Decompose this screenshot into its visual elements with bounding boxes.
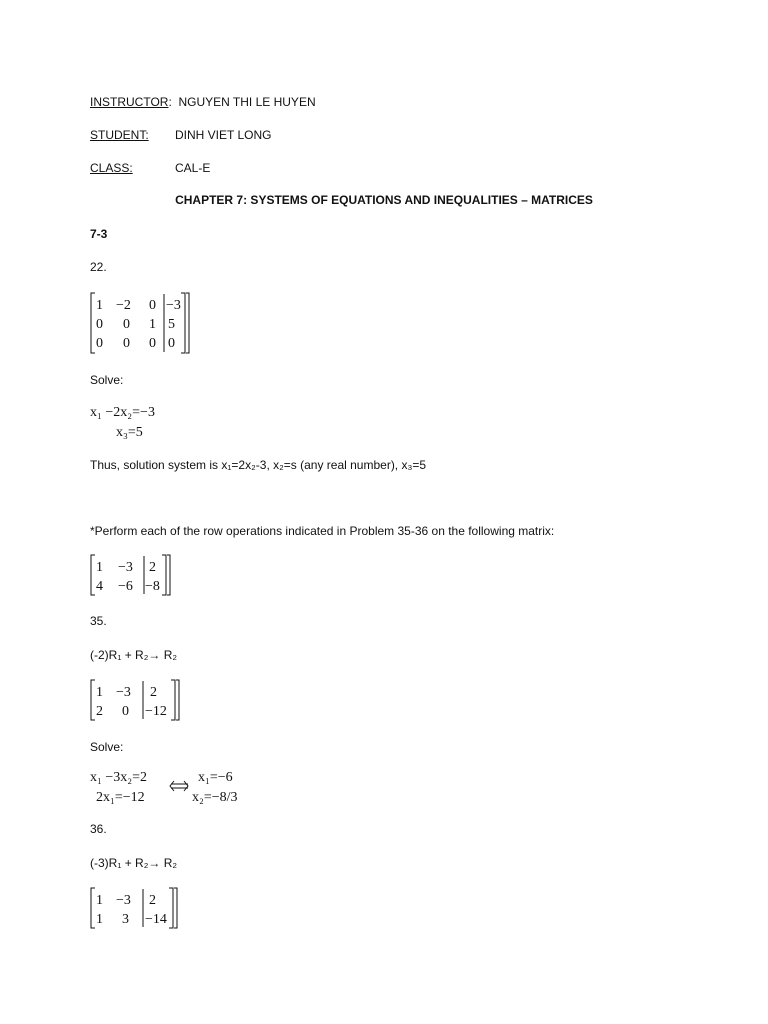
cell: 1 xyxy=(96,685,103,700)
cell: 0 xyxy=(149,298,156,313)
cell: 1 xyxy=(96,560,103,575)
problem-22-equation-1: x₁ −2x₂=−3 xyxy=(90,405,155,420)
cell: 2 xyxy=(149,560,156,575)
instructor-line xyxy=(90,95,316,109)
matrix-right-bracket-outer xyxy=(174,888,177,928)
cell: 1 xyxy=(149,317,156,332)
cell: −8 xyxy=(145,579,160,594)
matrix-right-bracket xyxy=(169,888,173,928)
matrix-right-bracket xyxy=(162,555,166,595)
cell: −3 xyxy=(166,298,181,313)
equivalence-arrow-icon xyxy=(168,780,190,792)
cell: 0 xyxy=(96,336,103,351)
problem-35-number: 35. xyxy=(90,614,107,628)
cell: 3 xyxy=(122,912,129,927)
cell: 1 xyxy=(96,912,103,927)
matrix-left-bracket xyxy=(91,293,95,353)
cell: −6 xyxy=(118,579,133,594)
cell: 2 xyxy=(96,704,103,719)
problem-35-equation-2: 2x₁=−12 xyxy=(96,790,145,805)
cell: 2 xyxy=(149,893,156,908)
matrix-left-bracket xyxy=(91,888,95,928)
problem-22-solve-label: Solve: xyxy=(90,373,124,387)
cell: −3 xyxy=(118,560,133,575)
matrix-right-bracket xyxy=(171,680,175,720)
cell: 0 xyxy=(123,317,130,332)
problem-35-operation: (-2)R₁ + R₂→ R₂ xyxy=(90,648,178,662)
cell: 1 xyxy=(96,298,103,313)
chapter-title: CHAPTER 7: SYSTEMS OF EQUATIONS AND INEQUALITIES – MATRICES xyxy=(175,193,593,207)
cell: 0 xyxy=(122,704,129,719)
cell: −3 xyxy=(116,685,131,700)
cell: 2 xyxy=(150,685,157,700)
matrix-right-bracket-outer xyxy=(167,555,170,595)
problem-35-result-2: x₂=−8/3 xyxy=(192,790,238,805)
cell: 0 xyxy=(123,336,130,351)
cell: 0 xyxy=(168,336,175,351)
cell: −12 xyxy=(145,704,167,719)
instructor-label: INSTRUCTOR xyxy=(90,95,169,109)
problem-22-conclusion: Thus, solution system is x₁=2x₂-3, x₂=s (any real number), x₃=5 xyxy=(90,458,427,472)
matrix-left-bracket xyxy=(91,680,95,720)
problem-36-number: 36. xyxy=(90,822,107,836)
cell: 5 xyxy=(168,317,175,332)
problem-35-equation-1: x₁ −3x₂=2 xyxy=(90,770,148,785)
matrix-right-bracket-outer xyxy=(176,680,179,720)
problem-35-result-1: x₁=−6 xyxy=(198,770,233,785)
cell: 0 xyxy=(149,336,156,351)
base-matrix xyxy=(88,552,178,598)
class-name: CAL-E xyxy=(175,161,211,175)
section-heading: 7-3 xyxy=(90,227,108,241)
matrix-right-bracket xyxy=(181,293,185,353)
problem-22-number: 22. xyxy=(90,260,107,274)
cell: 1 xyxy=(96,893,103,908)
problem-36-operation: (-3)R₁ + R₂→ R₂ xyxy=(90,856,178,870)
matrix-left-bracket xyxy=(91,555,95,595)
instructor-colon: : xyxy=(168,95,179,109)
cell: −3 xyxy=(116,893,131,908)
problem-35-matrix xyxy=(88,677,188,723)
cell: 4 xyxy=(96,579,103,594)
student-name: DINH VIET LONG xyxy=(175,128,272,142)
cell: 0 xyxy=(96,317,103,332)
matrix-right-bracket-outer xyxy=(186,293,189,353)
problem-35-solve-label: Solve: xyxy=(90,740,124,754)
cell: −2 xyxy=(116,298,131,313)
problem-36-matrix xyxy=(88,885,188,931)
cell: −14 xyxy=(145,912,167,927)
problem-22-matrix xyxy=(88,290,198,356)
problem-22-equation-2: x₃=5 xyxy=(116,425,143,440)
student-label: STUDENT: xyxy=(90,128,149,142)
instructor-name: NGUYEN THI LE HUYEN xyxy=(178,95,316,109)
class-label: CLASS: xyxy=(90,161,133,175)
instruction-text: *Perform each of the row operations indicated in Problem 35-36 on the following matrix: xyxy=(90,524,555,538)
